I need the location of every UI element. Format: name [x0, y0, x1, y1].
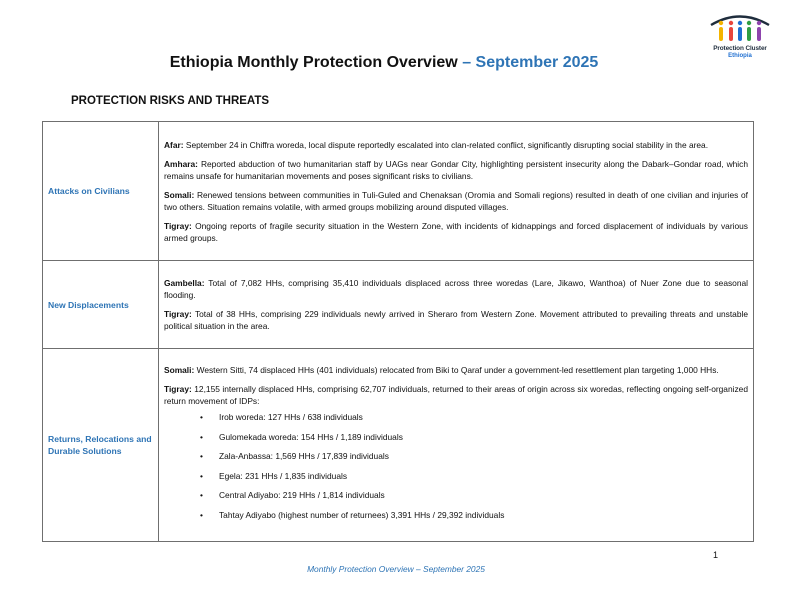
entry-region: Somali:: [164, 189, 195, 200]
entry: [164, 308, 748, 332]
row-category: New Displacements: [43, 261, 159, 349]
entry: [164, 189, 748, 213]
row-details: [159, 349, 754, 542]
protection-risks-table: [42, 121, 754, 542]
logo-subtitle: Ethiopia: [728, 53, 752, 59]
page-footer: Monthly Protection Overview – September 2025: [307, 564, 485, 574]
entry: [164, 277, 748, 301]
row-category: Attacks on Civilians: [43, 122, 159, 261]
list-item: • Zala-Anbassa: 1,569 HHs / 17,839 individuals: [164, 450, 748, 470]
row-details: [159, 261, 754, 349]
entry-region: Tigray:: [164, 384, 192, 394]
person-head-icon: [747, 21, 751, 25]
person-body-icon: [747, 27, 751, 41]
entry-text: Renewed tensions between communities in Tuli-Guled and Chenaksan (Oromia and Somali regions) resulted in death of one civilian and injuries of two others. Situation remains volatile, with armed groups mobilizing around disputed villages.: [164, 189, 748, 212]
logo-title: Protection Cluster: [713, 45, 767, 52]
entry-region: Gambella:: [164, 278, 205, 288]
entry: [164, 139, 748, 151]
entry-region: Amhara:: [164, 158, 198, 169]
row-category: Returns, Relocations and Durable Solutions: [43, 349, 159, 542]
list-item: • Central Adiyabo: 219 HHs / 1,814 individuals: [164, 489, 748, 509]
entry: [164, 220, 748, 244]
table-row: [43, 122, 754, 261]
list-item: • Irob woreda: 127 HHs / 638 individuals: [164, 411, 748, 431]
returns-list: [164, 411, 748, 528]
entry-region: Afar:: [164, 139, 184, 150]
person-body-icon: [757, 27, 761, 41]
person-head-icon: [719, 21, 723, 25]
entry-text: Western Sitti, 74 displaced HHs (401 individuals) relocated from Biki to Qaraf under a government-led resettlement plan targeting 1,000 HHs.: [194, 365, 719, 375]
table-row: [43, 261, 754, 349]
page-title: [0, 54, 768, 72]
title-date: September 2025: [475, 54, 599, 71]
entry-region: Tigray:: [164, 220, 192, 231]
person-head-icon: [729, 21, 733, 25]
cluster-people-icon: [707, 12, 773, 44]
person-head-icon: [738, 21, 742, 25]
entry-text: 12,155 internally displaced HHs, comprising 62,707 individuals, returned to their areas of origin across six woredas, reflecting ongoing self-organized return movement of IDPs:: [164, 384, 748, 406]
entry: [164, 158, 748, 182]
section-title: PROTECTION RISKS AND THREATS: [71, 95, 270, 107]
entry: [164, 364, 748, 376]
person-body-icon: [729, 27, 733, 41]
entry-text: Total of 38 HHs, comprising 229 individuals newly arrived in Sheraro from Western Zone. Movement attributed to prevailing threats and unstable political situation in the area.: [164, 309, 748, 331]
entry-region: Somali:: [164, 365, 195, 375]
title-separator: –: [457, 54, 476, 71]
entry-text: Reported abduction of two humanitarian staff by UAGs near Gondar City, highlighting persistent insecurity along the Dabark–Gondar road, which remains unsafe for humanitarian movements and poses significant risks to civilians.: [164, 158, 748, 181]
person-head-icon: [757, 21, 761, 25]
entry-text: Total of 7,082 HHs, comprising 35,410 individuals displaced across three woredas (Lare, Jikawo, Wanthoa) of Nuer Zone due to seasonal flooding.: [164, 278, 748, 300]
list-item: • Gulomekada woreda: 154 HHs / 1,189 individuals: [164, 431, 748, 451]
entry-text: September 24 in Chiffra woreda, local dispute reportedly escalated into clan-related conflict, significantly disrupting social stability in the area.: [183, 139, 709, 150]
title-main: Ethiopia Monthly Protection Overview: [169, 54, 458, 71]
page-number: 1: [713, 550, 719, 560]
list-item: • Tahtay Adiyabo (highest number of returnees) 3,391 HHs / 29,392 individuals: [164, 509, 748, 529]
entry-text: Ongoing reports of fragile security situation in the Western Zone, with incidents of kidnappings and forced displacement of individuals by various armed groups.: [164, 220, 748, 243]
person-body-icon: [719, 27, 723, 41]
row-details: [159, 122, 754, 261]
table-row: [43, 349, 754, 542]
person-body-icon: [738, 27, 742, 41]
entry: [164, 383, 748, 407]
list-item: • Egela: 231 HHs / 1,835 individuals: [164, 470, 748, 490]
entry-region: Tigray:: [164, 309, 192, 319]
